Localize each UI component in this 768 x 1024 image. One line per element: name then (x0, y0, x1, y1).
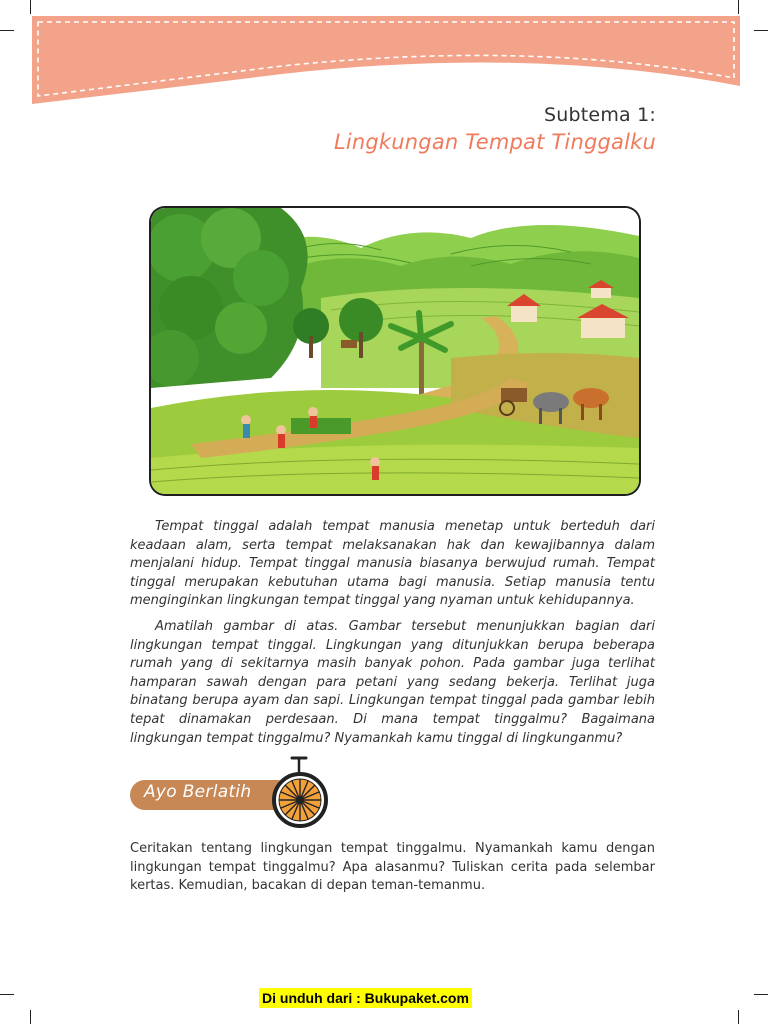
download-source-footer[interactable]: Di unduh dari : Bukupaket.com (259, 988, 472, 1008)
crop-mark-tr-v (738, 0, 739, 14)
unicycle-wheel-icon (270, 752, 330, 832)
paragraph-1: Tempat tinggal adalah tempat manusia menetap untuk berteduh dari keadaan alam, serta tempat melaksanakan hak dan kewajibannya dalam menjalani hidup. Tempat tinggal manusia biasanya berwujud rumah. Tempat tinggal merupakan kebutuhan utama bagi manusia. Setiap manusia tentu menginginkan lingkungan tempat tinggal yang nyaman untuk kehidupannya. (130, 519, 655, 609)
exercise-badge-label: Ayo Berlatih (144, 782, 252, 802)
village-rice-field-illustration (151, 208, 639, 494)
subtema-label: Subtema 1: (544, 104, 656, 126)
paragraph-2: Amatilah gambar di atas. Gambar tersebut menunjukkan bagian dari lingkungan tempat tinggal. Lingkungan yang ditunjukkan berupa beberapa rumah yang di sekitarnya masih banyak pohon. Pada gambar juga terlihat hamparan sawah dengan para petani yang sedang bekerja. Terlihat juga binatang berupa ayam dan sapi. Lingkungan tempat tinggal pada gambar lebih tepat dinamakan perdesaan. Di mana tempat tinggalmu? Bagaimana lingkungan tempat tinggalmu? Nyamankah kamu tinggal di lingkunganmu? (130, 619, 655, 746)
crop-mark-bl-v (30, 1010, 31, 1024)
crop-mark-tl-v (30, 0, 31, 14)
crop-mark-tl-h (0, 30, 14, 31)
page-title: Lingkungan Tempat Tinggalku (333, 130, 656, 154)
crop-mark-bl-h (0, 994, 14, 995)
header-band (32, 16, 740, 106)
crop-mark-br-h (754, 994, 768, 995)
crop-mark-tr-h (754, 30, 768, 31)
crop-mark-br-v (738, 1010, 739, 1024)
exercise-text: Ceritakan tentang lingkungan tempat tinggalmu. Nyamankah kamu dengan lingkungan tempat tinggalmu? Apa alasanmu? Tuliskan cerita pada selembar kertas. Kemudian, bacakan di depan teman-temanmu. (130, 841, 655, 894)
